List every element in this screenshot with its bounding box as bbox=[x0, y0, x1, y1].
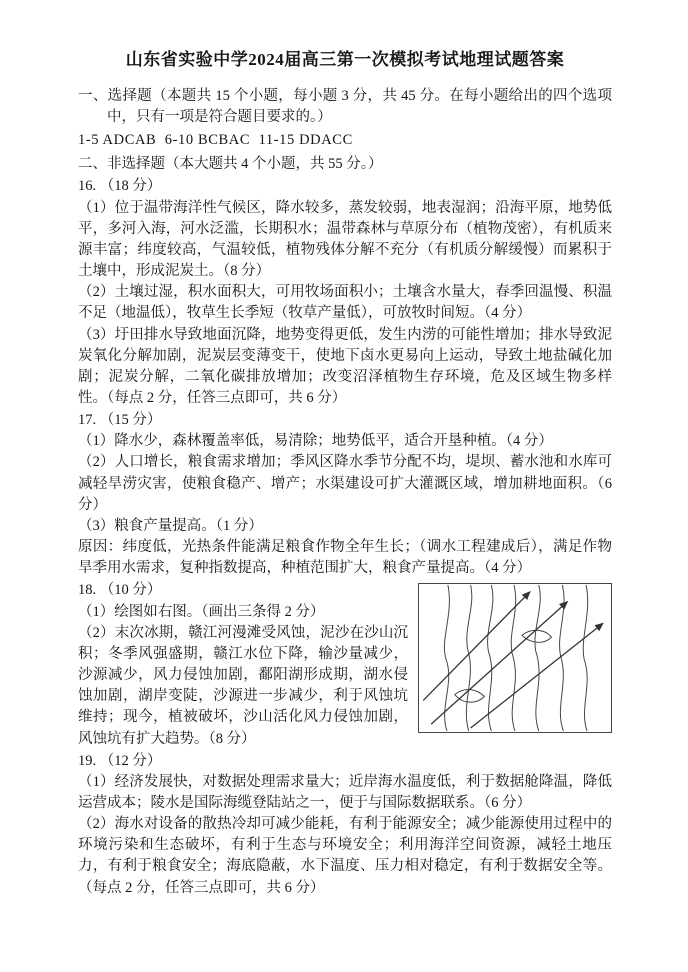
question-19-heading: 19. （12 分） bbox=[78, 752, 162, 769]
question-17-heading: 17. （15 分） bbox=[78, 412, 162, 429]
answer-16-1: （1）位于温带海洋性气候区，降水较多，蒸发较弱，地表湿润；沿海平原，地势低平，多河入海，河水泛滥，长期积水；温带森林与草原分布（植物茂密），有机质来源丰富；纬度较高，气温较低，植物残体分解不充分（有机质分解缓慢）而累积于土壤中，形成泥炭土。（8 分） bbox=[78, 199, 612, 280]
answer-17-3-reason: 原因：纬度低，光热条件能满足粮食作物全年生长；（调水工程建成后），满足作物旱季用水需求，复种指数提高，种植范围扩大，粮食产量提高。（4 分） bbox=[78, 539, 612, 577]
answer-19-1: （1）经济发展快，对数据处理需求量大；近岸海水温度低，利于数据舱降温，降低运营成本；陵水是国际海缆登陆站之一，便于与国际数据联系。（6 分） bbox=[78, 773, 612, 811]
answer-17-2: （2）人口增长，粮食需求增加；季风区降水季节分配不均，堤坝、蓄水池和水库可减轻旱涝灾害，使粮食稳产、增产；水渠建设可扩大灌溉区域，增加耕地面积。（6 分） bbox=[78, 454, 612, 513]
section-nonchoice-heading: 二、非选择题（本大题共 4 个小题，共 55 分。） bbox=[78, 156, 383, 173]
answer-18-1: （1）绘图如右图。（画出三条得 2 分） bbox=[78, 603, 325, 620]
answer-19-2: （2）海水对设备的散热冷却可减少能耗，有利于能源安全；减少能源使用过程中的环境污染和生态破坏，有利于生态与环境安全；利用海洋空间资源，减轻土地压力，有利于粮食安全；海底隐蔽，水下温度、压力相对稳定，有利于数据安全等。（每点 2 分，任答三点即可，共 6 分） bbox=[78, 816, 612, 896]
section-question-18 bbox=[78, 580, 612, 749]
choice-answers-line: 1-5 ADCAB 6-10 BCBAC 11-15 DDACC bbox=[78, 132, 353, 149]
document-title: 山东省实验中学2024届高三第一次模拟考试地理试题答案 bbox=[125, 50, 565, 69]
contour-sketch-svg bbox=[419, 584, 611, 732]
answer-18-2: （2）末次冰期，赣江河漫滩受风蚀，泥沙在沙山沉积；冬季风强盛期，赣江水位下降，输沙量减少，沙源减少，风力侵蚀加剧，鄱阳湖形成期，湖水侵蚀加剧，湖岸变陡，沙源进一步减少，利于风蚀坑维持；现今，植被破坏，沙山活化风力侵蚀加剧，风蚀坑有扩大趋势。（8 分） bbox=[78, 624, 408, 747]
answer-16-2: （2）土壤过湿，积水面积大，可用牧场面积小；土壤含水量大，春季回温慢、积温不足（地温低），牧草生长季短（牧草产量低），可放牧时间短。（4 分） bbox=[78, 284, 612, 322]
question-18-heading: 18. （10 分） bbox=[78, 582, 162, 599]
section-choice-heading: 一、选择题（本题共 15 个小题，每小题 3 分，共 45 分。在每小题给出的四个选项中，只有一项是符合题目要求的。） bbox=[78, 87, 612, 125]
answer-17-3: （3）粮食产量提高。（1 分） bbox=[78, 517, 263, 534]
answer-17-1: （1）降水少，森林覆盖率低，易清除；地势低平，适合开垦种植。（4 分） bbox=[78, 433, 553, 450]
answer-16-3: （3）圩田排水导致地面沉降，地势变得更低，发生内涝的可能性增加；排水导致泥炭氧化分解加剧，泥炭层变薄变干，使地下卤水更易向上运动，导致土地盐碱化加剧；泥炭分解，二氧化碳排放增加；改变沼泽植物生存环境，危及区域生物多样性。（每点 2 分，任答三点即可，共 6 分） bbox=[78, 326, 612, 406]
contour-sketch-figure bbox=[418, 583, 612, 733]
question-16-heading: 16. （18 分） bbox=[78, 178, 162, 195]
